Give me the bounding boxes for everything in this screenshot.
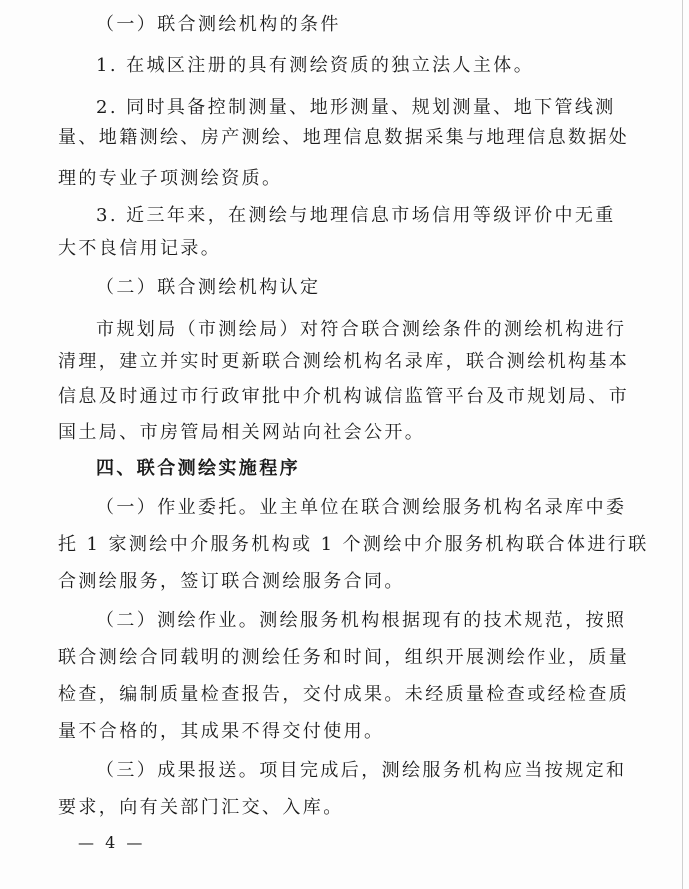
paragraph-line: （一）作业委托。业主单位在联合测绘服务机构名录库中委 bbox=[96, 497, 627, 518]
paragraph-line: （三）成果报送。项目完成后，测绘服务机构应当按规定和 bbox=[96, 760, 627, 781]
paragraph-line: 合测绘服务，签订联合测绘服务合同。 bbox=[58, 571, 405, 592]
paragraph-line: 2. 同时具备控制测量、地形测量、规划测量、地下管线测 bbox=[96, 97, 616, 118]
page-number: — 4 — bbox=[78, 833, 146, 852]
paragraph-line: 托 1 家测绘中介服务机构或 1 个测绘中介服务机构联合体进行联 bbox=[58, 534, 649, 555]
paragraph-line: 市规划局（市测绘局）对符合联合测绘条件的测绘机构进行 bbox=[96, 319, 627, 340]
paragraph-line: 理的专业子项测绘资质。 bbox=[58, 168, 283, 189]
paragraph-line: 国土局、市房管局相关网站向社会公开。 bbox=[58, 422, 426, 443]
paragraph-line: 信息及时通过市行政审批中介机构诚信监管平台及市规划局、市 bbox=[58, 386, 630, 407]
paragraph-line: 量不合格的，其成果不得交付使用。 bbox=[58, 721, 385, 742]
paragraph-line: 联合测绘合同载明的测绘任务和时间，组织开展测绘作业，质量 bbox=[58, 647, 630, 668]
paragraph-line: 1. 在城区注册的具有测绘资质的独立法人主体。 bbox=[96, 55, 535, 76]
paragraph-line: 3. 近三年来，在测绘与地理信息市场信用等级评价中无重 bbox=[96, 205, 616, 226]
paragraph-line: 要求，向有关部门汇交、入库。 bbox=[58, 797, 344, 818]
section-heading: 四、联合测绘实施程序 bbox=[96, 458, 300, 479]
page-edge-divider bbox=[682, 0, 683, 889]
paragraph-line: 量、地籍测绘、房产测绘、地理信息数据采集与地理信息数据处 bbox=[58, 127, 630, 148]
paragraph-line: 大不良信用记录。 bbox=[58, 238, 222, 259]
paragraph-line: （一）联合测绘机构的条件 bbox=[96, 14, 341, 35]
paragraph-line: 检查，编制质量检查报告，交付成果。未经质量检查或经检查质 bbox=[58, 684, 630, 705]
paragraph-line: 清理，建立并实时更新联合测绘机构名录库，联合测绘机构基本 bbox=[58, 351, 630, 372]
paragraph-line: （二）联合测绘机构认定 bbox=[96, 277, 321, 298]
paragraph-line: （二）测绘作业。测绘服务机构根据现有的技术规范，按照 bbox=[96, 610, 627, 631]
